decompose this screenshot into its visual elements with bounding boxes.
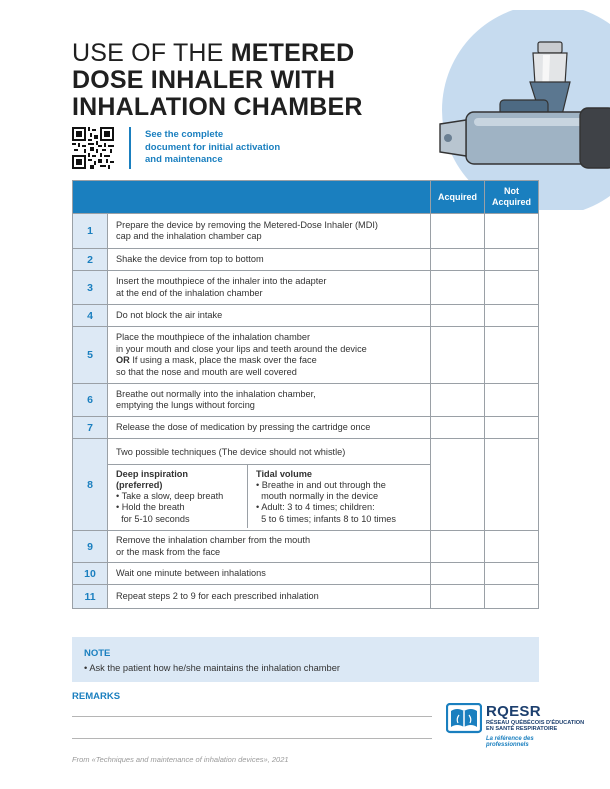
table-row — [73, 271, 539, 305]
table-row — [73, 585, 539, 609]
technique-item: • Hold the breath — [116, 502, 185, 513]
acquired-checkbox[interactable] — [431, 214, 485, 249]
remarks-line[interactable] — [72, 716, 432, 717]
source-footer: From «Techniques and maintenance of inhalation devices», 2021 — [72, 755, 289, 764]
rqesr-logo — [446, 703, 585, 748]
technique-deep — [108, 465, 248, 528]
step-line: Remove the inhalation chamber from the mouth — [116, 535, 311, 545]
title-line-2: DOSE INHALER WITH — [72, 66, 336, 94]
technique-item: mouth normally in the device — [256, 491, 379, 502]
acquired-checkbox[interactable] — [431, 271, 485, 305]
qr-caption — [145, 129, 345, 167]
or-word: OR — [116, 355, 130, 365]
checklist-table — [72, 180, 539, 609]
step-number: 2 — [73, 249, 108, 271]
step-number: 1 — [73, 214, 108, 249]
note-box — [72, 637, 539, 682]
technique-item: • Breathe in and out through the — [256, 479, 386, 490]
not-acquired-checkbox[interactable] — [485, 327, 539, 384]
qr-divider — [129, 127, 131, 169]
logo-tagline: La référence des professionnels — [486, 736, 534, 748]
technique-item: for 5-10 seconds — [116, 513, 190, 524]
acquired-checkbox[interactable] — [431, 384, 485, 417]
technique-deep-title-2: (preferred) — [116, 479, 163, 490]
not-acquired-checkbox[interactable] — [485, 384, 539, 417]
step-text — [108, 384, 431, 417]
not-acquired-checkbox[interactable] — [485, 214, 539, 249]
header-not-acquired-line-2: Acquired — [491, 197, 531, 207]
acquired-checkbox[interactable] — [431, 439, 485, 531]
header-not-acquired-line-1: Not — [504, 186, 519, 196]
acquired-checkbox[interactable] — [431, 417, 485, 439]
note-heading: NOTE — [84, 648, 111, 659]
table-header-row — [73, 181, 539, 214]
remarks-heading: REMARKS — [72, 691, 121, 702]
step-number: 8 — [73, 439, 108, 531]
table-row — [73, 327, 539, 384]
not-acquired-checkbox[interactable] — [485, 563, 539, 585]
technique-item: 5 to 6 times; infants 8 to 10 times — [256, 513, 396, 524]
remarks-line[interactable] — [72, 738, 432, 739]
table-row — [73, 249, 539, 271]
title-line-3: INHALATION CHAMBER — [72, 93, 363, 121]
step-number: 4 — [73, 305, 108, 327]
table-row — [73, 439, 539, 531]
step-number: 5 — [73, 327, 108, 384]
step-number: 10 — [73, 563, 108, 585]
step-line: Breathe out normally into the inhalation chamber, — [116, 388, 316, 399]
book-lungs-icon — [446, 703, 482, 735]
step-line: emptying the lungs without forcing — [116, 400, 255, 410]
step-line: at the end of the inhalation chamber — [116, 287, 263, 298]
acquired-checkbox[interactable] — [431, 327, 485, 384]
step-line: cap and the inhalation chamber cap — [116, 231, 262, 241]
step-text — [108, 417, 431, 439]
logo-subtitle-line-1: RÉSEAU QUÉBÉCOIS D'ÉDUCATION — [486, 720, 585, 726]
step-number: 6 — [73, 384, 108, 417]
step-text — [108, 249, 431, 271]
step-line: Repeat steps 2 to 9 for each prescribed inhalation — [116, 590, 319, 601]
or-rest: If using a mask, place the mask over the face — [129, 355, 317, 365]
step-line: Shake the device from top to bottom — [116, 253, 264, 264]
step-text — [108, 271, 431, 305]
step-line: so that the nose and mouth are well covered — [116, 366, 297, 377]
not-acquired-checkbox[interactable] — [485, 249, 539, 271]
logo-subtitle-line-2: EN SANTÉ RESPIRATOIRE — [486, 726, 558, 733]
step-text — [108, 439, 431, 531]
header-not-acquired — [485, 181, 539, 214]
step-number: 3 — [73, 271, 108, 305]
step-line: in your mouth and close your lips and teeth around the device — [116, 343, 367, 354]
not-acquired-checkbox[interactable] — [485, 439, 539, 531]
table-row — [73, 563, 539, 585]
acquired-checkbox[interactable] — [431, 305, 485, 327]
not-acquired-checkbox[interactable] — [485, 531, 539, 563]
header-acquired: Acquired — [431, 181, 485, 214]
table-row — [73, 384, 539, 417]
not-acquired-checkbox[interactable] — [485, 417, 539, 439]
step-number: 9 — [73, 531, 108, 563]
technique-item: • Take a slow, deep breath — [116, 491, 224, 502]
step-line — [116, 355, 422, 367]
step-number: 11 — [73, 585, 108, 609]
not-acquired-checkbox[interactable] — [485, 271, 539, 305]
title-bold: METERED — [230, 39, 355, 67]
note-text: • Ask the patient how he/she maintains the inhalation chamber — [84, 663, 340, 673]
step-line: or the mask from the face — [116, 546, 221, 557]
technique-columns — [108, 464, 430, 528]
step-line: Release the dose of medication by pressing the cartridge once — [116, 421, 371, 432]
step-line: Do not block the air intake — [116, 309, 223, 320]
page-title — [72, 40, 412, 121]
step-text — [108, 214, 431, 249]
logo-subtitle — [486, 720, 596, 732]
step-intro: Two possible techniques (The device should not whistle) — [116, 447, 346, 457]
step-number: 7 — [73, 417, 108, 439]
step-line: Wait one minute between inhalations — [116, 567, 266, 578]
table-row — [73, 214, 539, 249]
acquired-checkbox[interactable] — [431, 585, 485, 609]
technique-tidal-title: Tidal volume — [256, 468, 312, 479]
step-text — [108, 305, 431, 327]
technique-tidal — [248, 465, 402, 528]
qr-caption-line-1: See the complete — [145, 129, 224, 140]
logo-name: RQESR — [486, 703, 541, 720]
technique-deep-title-1: Deep inspiration — [116, 468, 188, 479]
qr-caption-line-3: and maintenance — [145, 154, 223, 165]
not-acquired-checkbox[interactable] — [485, 305, 539, 327]
step-line: Insert the mouthpiece of the inhaler into the adapter — [116, 276, 327, 286]
qr-code-icon[interactable] — [72, 127, 114, 169]
step-text — [108, 327, 431, 384]
acquired-checkbox[interactable] — [431, 531, 485, 563]
not-acquired-checkbox[interactable] — [485, 585, 539, 609]
step-text — [108, 563, 431, 585]
acquired-checkbox[interactable] — [431, 563, 485, 585]
table-row — [73, 417, 539, 439]
acquired-checkbox[interactable] — [431, 249, 485, 271]
step-line: Place the mouthpiece of the inhalation chamber — [116, 332, 311, 342]
step-line: Prepare the device by removing the Metered-Dose Inhaler (MDI) — [116, 219, 378, 230]
table-row — [73, 531, 539, 563]
step-text — [108, 531, 431, 563]
qr-caption-line-2: document for initial activation — [145, 141, 281, 153]
step-text — [108, 585, 431, 609]
technique-item: • Adult: 3 to 4 times; children: — [256, 502, 375, 513]
title-thin: USE OF THE — [72, 39, 231, 67]
header-blank — [73, 181, 431, 214]
table-row — [73, 305, 539, 327]
